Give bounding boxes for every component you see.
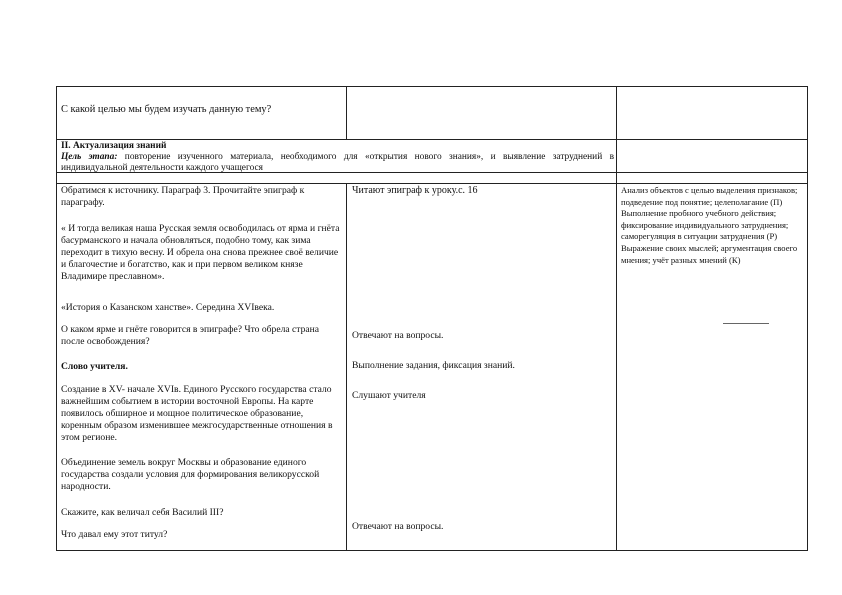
- student-activity-1: Читают эпиграф к уроку.с. 16: [352, 185, 478, 196]
- student-activity-2: Отвечают на вопросы.: [352, 330, 444, 341]
- table-bottom-border: [56, 550, 808, 551]
- col-divider-1-bottom: [346, 183, 347, 551]
- uud-underline: [723, 323, 769, 324]
- epigraph-source: «История о Казанском ханстве». Середина XVIвека.: [61, 302, 275, 313]
- row-divider-3: [56, 183, 808, 184]
- teacher-word-heading: Слово учителя.: [61, 361, 128, 372]
- stage-goal-text: повторение изученного материала, необходимого для «открытия нового знания», и выявление затруднений в индивидуальной деятельности каждого учащегося: [61, 151, 614, 173]
- table-left-border: [56, 86, 57, 551]
- row-divider-1: [56, 139, 808, 140]
- student-activity-4: Слушают учителя: [352, 390, 426, 401]
- intro-question: С какой целью мы будем изучать данную тему?: [61, 104, 272, 115]
- col-divider-1-top: [346, 86, 347, 140]
- table-right-border: [807, 86, 808, 551]
- stage-heading-block: [61, 141, 614, 173]
- stage-goal-label: Цель этапа:: [61, 151, 118, 162]
- teacher-question-1: О каком ярме и гнёте говорится в эпиграфе? Что обрела страна после освобождения?: [61, 324, 320, 348]
- student-activity-5: Отвечают на вопросы.: [352, 521, 444, 532]
- col-divider-2: [616, 86, 617, 551]
- teacher-lecture-2: Объединение земель вокруг Москвы и образование единого государства создали условия для формирования великорусской народности.: [61, 457, 320, 493]
- epigraph-quote: « И тогда великая наша Русская земля освободилась от ярма и гнёта басурманского и начала обновляться, подобно тому, как зима переходит в тихую весну. И обрела она снова прежнее своё величие и благочестие и богатство, как и при первом великом князе Владимире преславном».: [61, 223, 340, 283]
- teacher-instruction: Обратимся к источнику. Параграф 3. Прочитайте эпиграф к параграфу.: [61, 185, 305, 209]
- teacher-question-2: Скажите, как величал себя Василий III?: [61, 507, 224, 518]
- teacher-question-3: Что давал ему этот титул?: [61, 529, 168, 540]
- teacher-lecture-1: Создание в XV- начале XVIв. Единого Русского государства стало важнейшим событием в истории восточной Европы. На карте появилось обширное и мощное политическое образование, коренным образом изменившее межгосударственные отношения в этом регионе.: [61, 384, 333, 444]
- table-top-border: [56, 86, 808, 87]
- student-activity-3: Выполнение задания, фиксация знаний.: [352, 360, 515, 371]
- uud-description: Анализ объектов с целью выделения признаков; подведение под понятие; целеполагание (П) Выполнение пробного учебного действия; фиксирование индивидуального затруднения; саморегуляция в ситуации затруднения (Р) Выражение своих мыслей; аргументация своего мнения; учёт разных мнений (К): [621, 185, 798, 265]
- stage-goal: [61, 152, 614, 174]
- stage-heading: II. Актуализация знаний: [61, 141, 167, 151]
